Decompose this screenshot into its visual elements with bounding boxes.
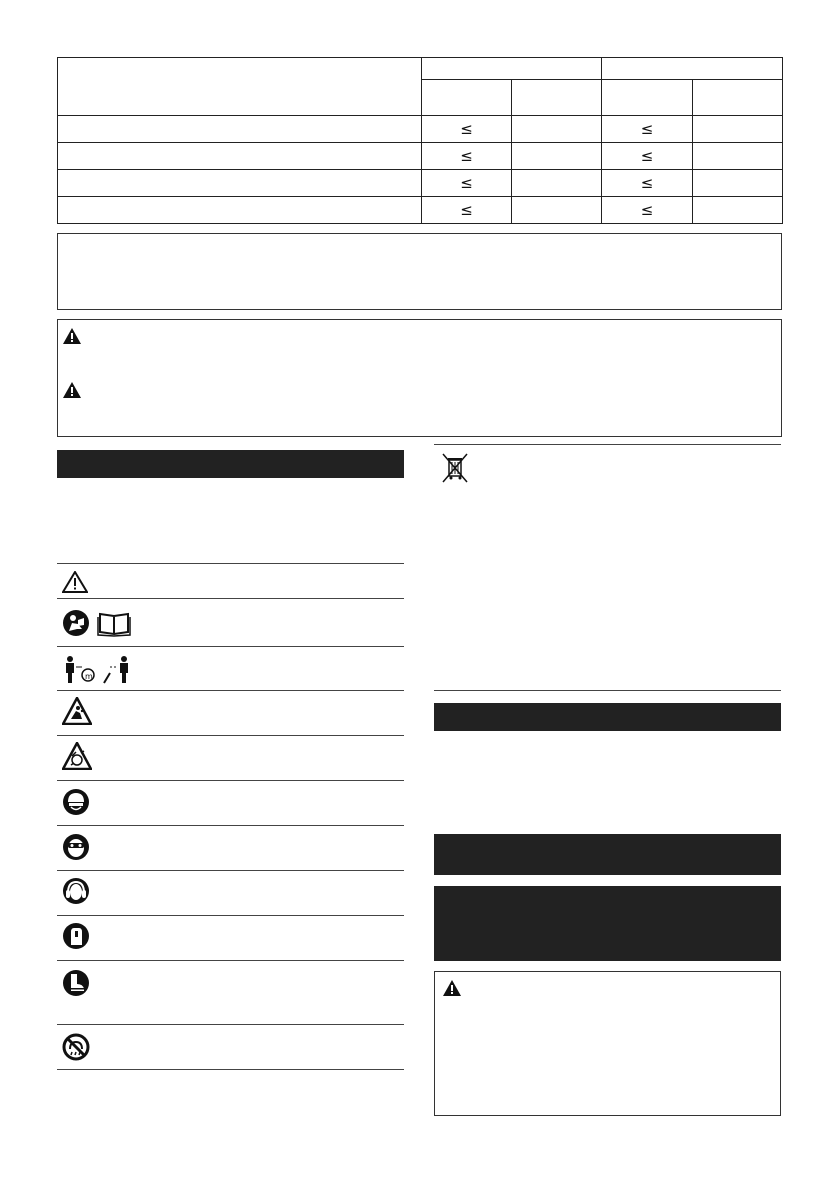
list-item — [62, 833, 90, 866]
table-row — [58, 143, 783, 170]
svg-text:m: m — [85, 672, 93, 681]
wear-eye-protection-icon — [62, 833, 90, 861]
list-item — [62, 788, 90, 821]
warning-box — [434, 971, 781, 1116]
warning-triangle-icon — [62, 571, 88, 593]
divider — [57, 1069, 404, 1070]
section-heading-bar — [434, 703, 781, 731]
less-equal-symbol: ≤ — [460, 201, 473, 219]
divider — [57, 1024, 404, 1025]
list-item — [62, 1033, 90, 1066]
crossed-out-wheelie-bin-icon — [441, 452, 469, 484]
divider — [434, 444, 781, 445]
list-item — [62, 655, 134, 690]
list-item — [62, 969, 90, 1002]
less-equal-symbol: ≤ — [460, 120, 473, 138]
table-cell — [602, 116, 693, 143]
keep-bystanders-away-icon — [62, 655, 134, 685]
less-equal-symbol: ≤ — [460, 147, 473, 165]
table-cell — [512, 143, 602, 170]
less-equal-symbol: ≤ — [640, 147, 654, 165]
divider — [57, 915, 404, 916]
note-box — [57, 233, 782, 310]
table-cell — [58, 170, 422, 197]
spec-table — [57, 57, 783, 224]
table-header-cell — [58, 58, 422, 116]
divider — [57, 646, 404, 647]
table-cell — [693, 197, 783, 224]
table-row — [58, 170, 783, 197]
list-item — [62, 922, 90, 955]
divider — [57, 780, 404, 781]
warning-icon — [443, 980, 461, 996]
table-cell — [693, 170, 783, 197]
table-cell — [693, 143, 783, 170]
table-cell — [422, 170, 512, 197]
table-row — [58, 197, 783, 224]
table-subheader-cell — [422, 80, 512, 116]
wear-boots-icon — [62, 969, 90, 997]
divider — [57, 870, 404, 871]
table-cell — [422, 116, 512, 143]
section-heading-bar — [434, 834, 781, 875]
table-subheader-cell — [693, 80, 783, 116]
table-cell — [512, 197, 602, 224]
table-cell — [58, 116, 422, 143]
table-header-cell — [422, 58, 602, 80]
table-cell — [602, 143, 693, 170]
warning-icon — [63, 382, 81, 398]
table-cell — [58, 143, 422, 170]
table-cell — [422, 197, 512, 224]
wear-gloves-icon — [62, 922, 90, 950]
read-manual-icon — [62, 609, 134, 637]
divider — [57, 825, 404, 826]
table-row — [58, 116, 783, 143]
recycling-notice — [441, 452, 469, 489]
table-cell — [602, 170, 693, 197]
no-rain-icon — [62, 1033, 90, 1061]
divider — [57, 563, 404, 564]
warning-icon — [63, 328, 81, 344]
wear-ear-protection-icon — [62, 877, 90, 905]
table-header-row — [58, 58, 783, 80]
section-heading-bar — [434, 886, 781, 961]
table-cell — [512, 116, 602, 143]
divider — [57, 735, 404, 736]
divider — [57, 690, 404, 691]
less-equal-symbol: ≤ — [640, 174, 654, 192]
table-subheader-cell — [602, 80, 693, 116]
table-subheader-cell — [512, 80, 602, 116]
list-item — [62, 697, 92, 730]
divider — [57, 960, 404, 961]
list-item — [62, 571, 88, 598]
list-item — [62, 877, 90, 910]
wear-helmet-icon — [62, 788, 90, 816]
less-equal-symbol: ≤ — [640, 120, 654, 138]
table-cell — [512, 170, 602, 197]
list-item — [62, 742, 92, 775]
table-cell — [693, 116, 783, 143]
less-equal-symbol: ≤ — [460, 174, 473, 192]
section-heading-bar — [57, 450, 404, 478]
table-header-cell — [602, 58, 783, 80]
less-equal-symbol: ≤ — [640, 201, 654, 219]
list-item — [62, 609, 134, 642]
table-cell — [58, 197, 422, 224]
divider — [57, 598, 404, 599]
flying-debris-warning-icon — [62, 697, 92, 725]
divider — [434, 690, 781, 691]
warning-box — [57, 319, 782, 437]
thrown-objects-warning-icon — [62, 742, 92, 770]
table-cell — [422, 143, 512, 170]
table-cell — [602, 197, 693, 224]
